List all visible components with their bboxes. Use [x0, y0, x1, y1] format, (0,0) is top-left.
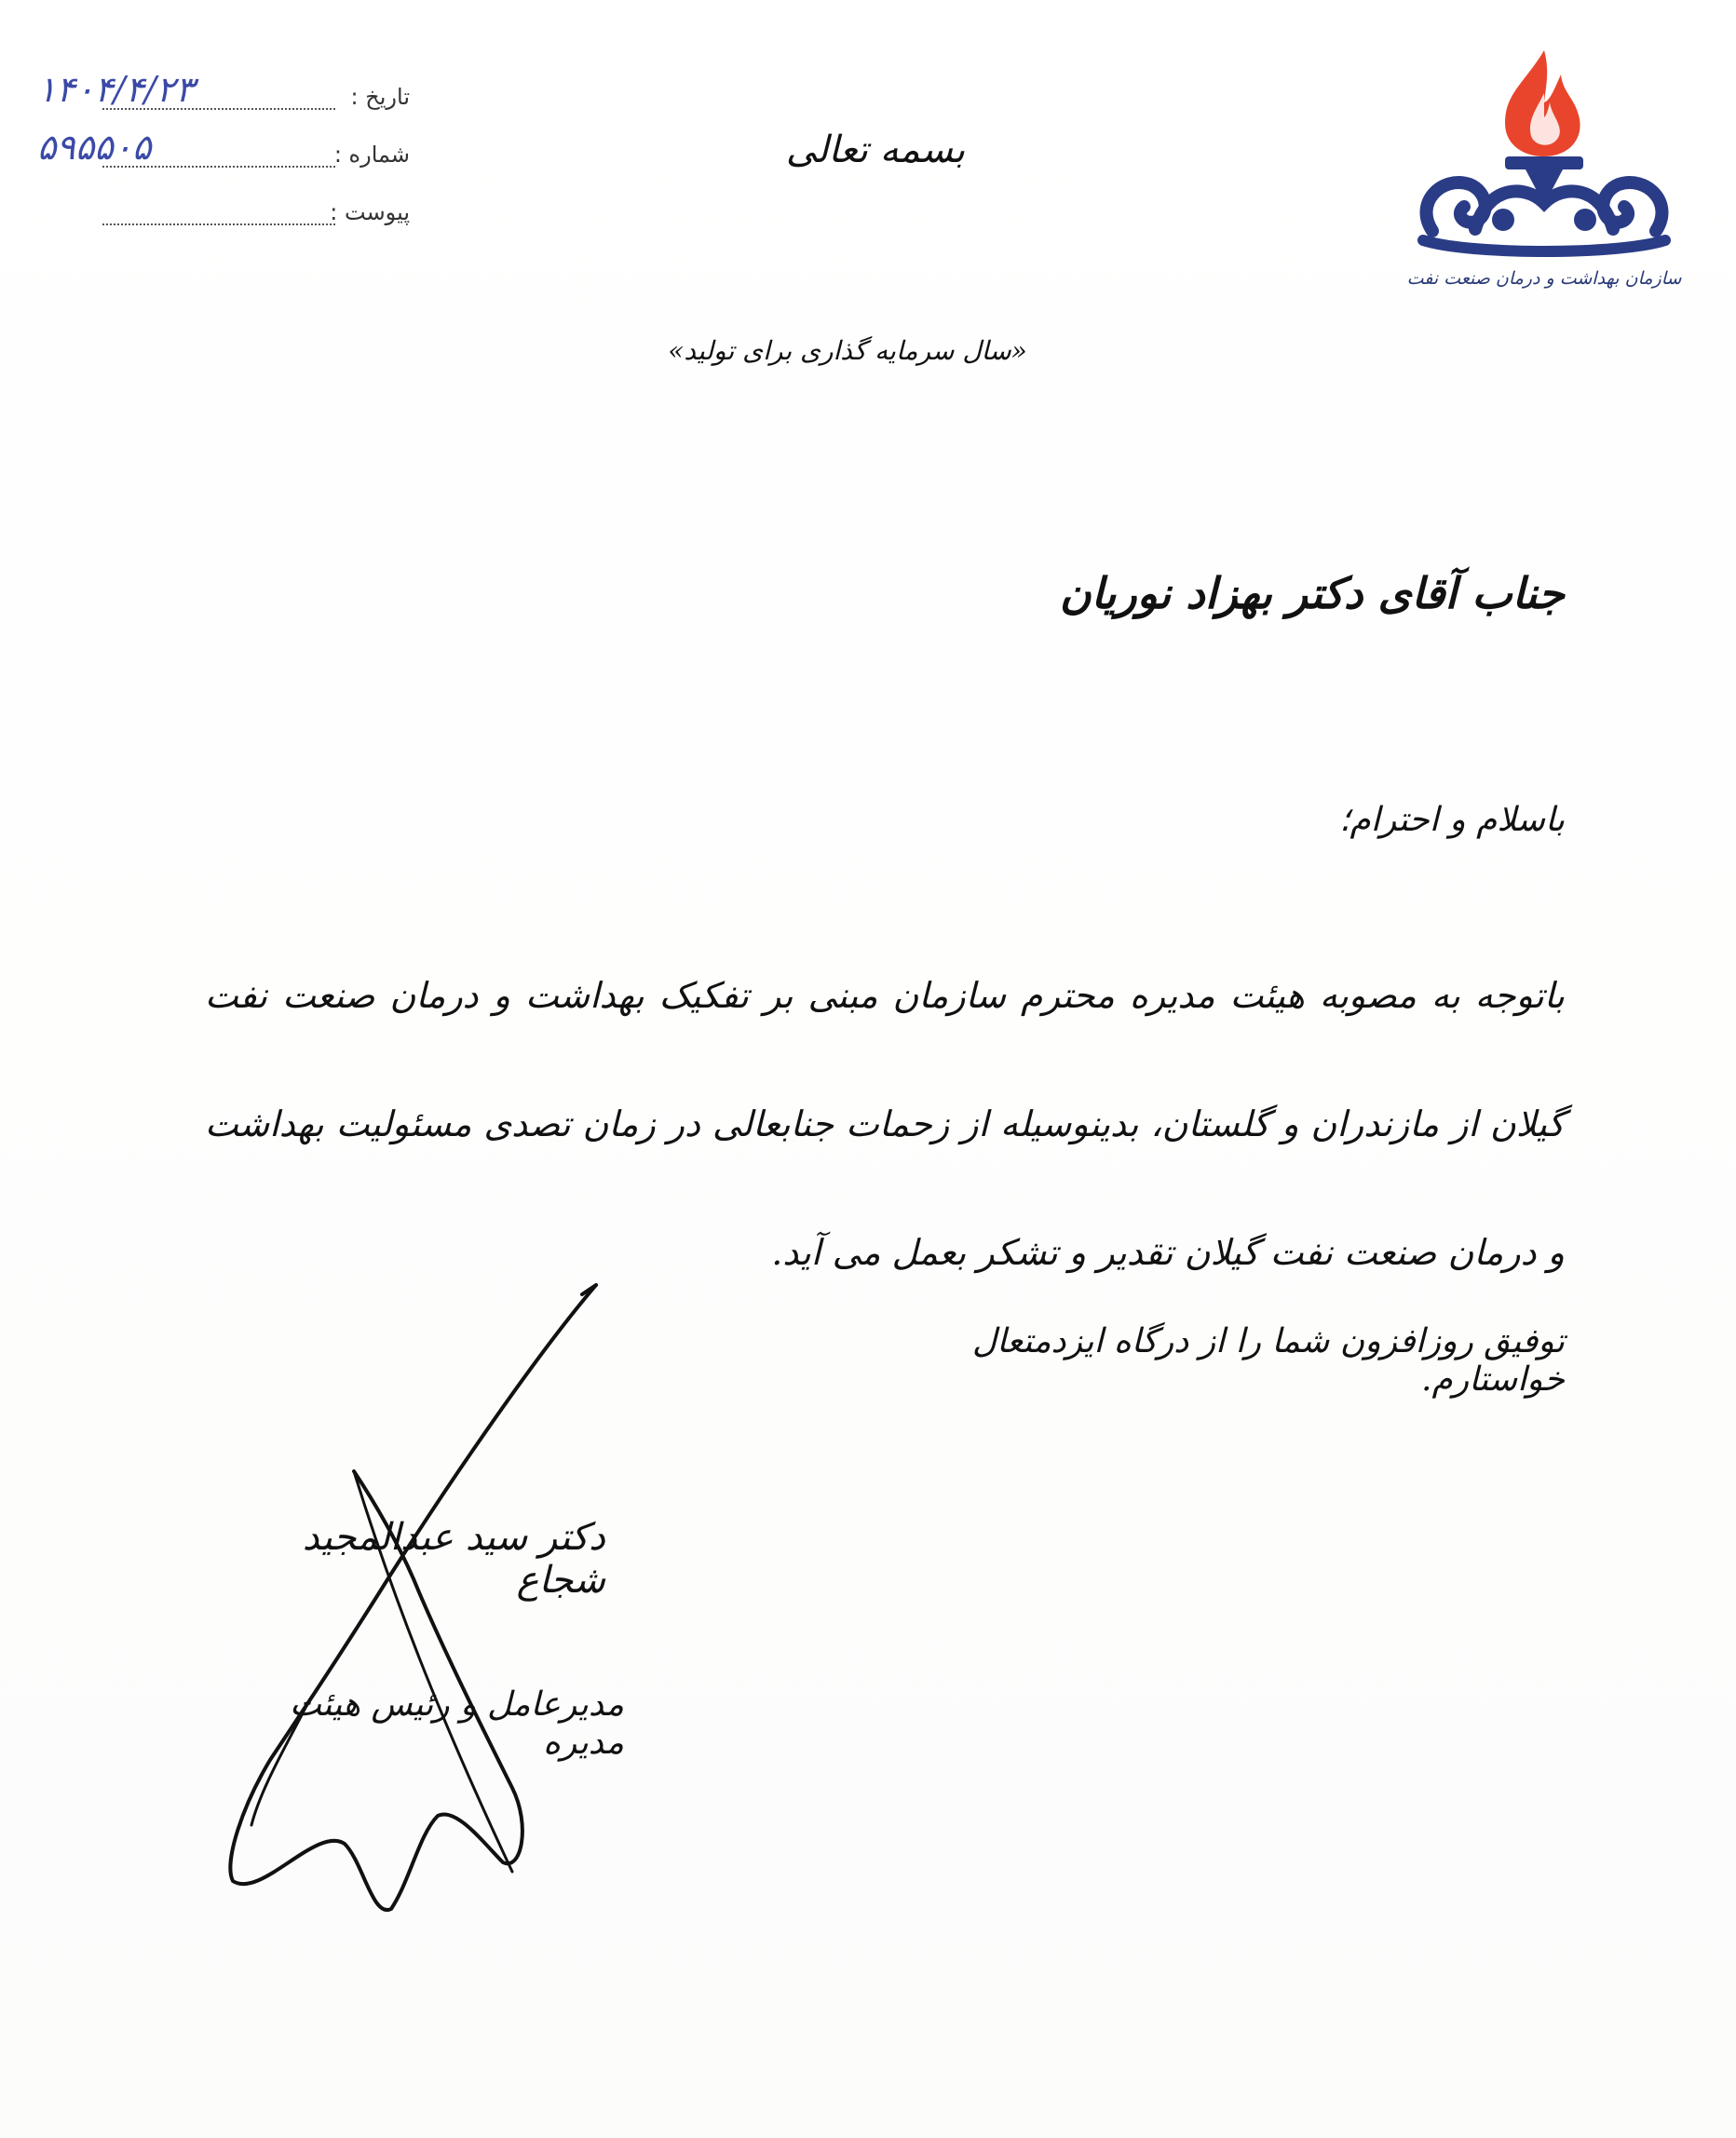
attachment-row — [37, 190, 410, 248]
recipient-name: جناب آقای دکتر بهزاد نوریان — [1059, 568, 1565, 618]
logo-caption: سازمان بهداشت و درمان صنعت نفت — [1406, 268, 1682, 289]
letter-body: باتوجه به مصوبه هیئت مدیره محترم سازمان مبنی بر تفکیک بهداشت و درمان صنعت نفت گیلان از مازندران و گلستان، بدینوسیله از زحمات جنابعالی در زمان تصدی مسئولیت بهداشت و درمان صنعت نفت گیلان تقدیر و تشکر بعمل می آید. — [205, 975, 1565, 1273]
number-label: شماره : — [333, 142, 410, 168]
attachment-dotted-line — [102, 223, 335, 225]
handwritten-signature — [205, 1266, 615, 1918]
closing-line: توفیق روزافزون شما را از درگاه ایزدمتعال خواستارم. — [971, 1322, 1565, 1399]
flame-emblem-icon — [1386, 45, 1702, 277]
number-value: ۵۹۵۵۰۵ — [37, 127, 152, 168]
year-slogan: «سال سرمایه گذاری برای تولید» — [668, 335, 1027, 366]
date-value: ۱۴۰۴/۴/۲۳ — [37, 69, 195, 110]
attachment-label: پیوست : — [330, 199, 410, 225]
bismillah-heading: بسمه تعالی — [785, 129, 966, 171]
signer-title: مدیرعامل و رئیس هیئت مدیره — [290, 1685, 624, 1762]
date-row — [37, 69, 410, 132]
greeting: باسلام و احترام؛ — [1339, 801, 1565, 839]
number-row — [37, 127, 410, 190]
signer-name: دکتر سید عبدالمجید شجاع — [302, 1516, 605, 1602]
letter-meta — [37, 69, 410, 248]
date-label: تاریخ : — [350, 84, 410, 110]
